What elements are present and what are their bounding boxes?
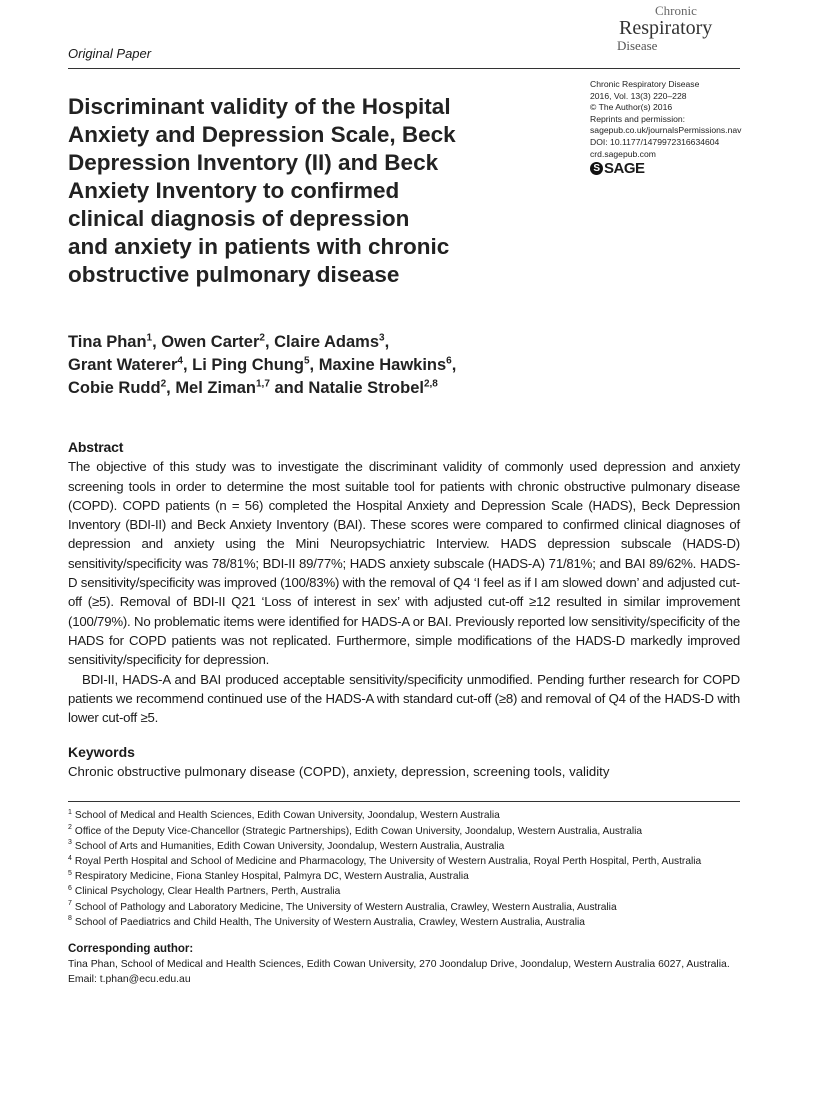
footnote-divider [68,801,740,802]
affiliation-number: 4 [68,854,72,862]
author-separator: , [166,379,176,397]
abstract-paragraph: The objective of this study was to investigate the discriminant validity of commonly used depression and anxiety screening tools in order to determine the most suitable tool for patients with chronic obstructive pulmonary disease (COPD). COPD patients (n = 56) completed the Hospital Anxiety and Depression Scale (HADS), Beck Depression Inventory (BDI-II) and Beck Anxiety Inventory (BAI). These scores were compared to confirmed clinical diagnoses of depression and anxiety using the Mini Neuropsychiatric Interview. HADS depression subscale (HADS-D) sensitivity/specificity was 78/81%; BDI-II 89/77%; HADS anxiety subscale (HADS-A) 71/81%; and BAI 89/62%. HADS-D sensitivity/specificity was improved (100/83%) with the removal of Q4 ‘I feel as if I am slowed down’ and adjusted cut-off (≥5). Removal of BDI-II Q21 ‘Loss of interest in sex’ with adjusted cut-off ≥12 resulted in similar improvement (100/79%). No problematic items were identified for HADS-A or BAI. Previously reported low sensitivity/specificity of the HADS for COPD patients was not replicated. Furthermore, simple modifications of the HADS-D markedly improved sensitivity/specificity for depression. [68,459,740,668]
main-flow [68,331,740,1007]
author-affiliation-mark: 2,8 [423,378,438,390]
affiliation-text: Respiratory Medicine, Fiona Stanley Hospital, Palmyra DC, Western Australia, Australia [74,871,469,883]
affiliations [68,808,740,930]
logo-line: Respiratory [619,16,713,39]
journal-link[interactable]: crd.sagepub.com [590,148,656,159]
title-line: Anxiety and Depression Scale, Beck [68,122,456,147]
affiliation-text: Office of the Deputy Vice-Chancellor (Strategic Partnerships), Edith Cowan University, Joondalup, Western Australia, Australia [74,825,643,837]
journal-logo [615,4,755,52]
corresponding-address: Tina Phan, School of Medical and Health Sciences, Edith Cowan University, 270 Joondalup Drive, Joondalup, Western Australia 6027, Australia. [68,959,730,971]
meta-line: Reprints and permission: [590,113,686,124]
title-line: Discriminant validity of the Hospital [68,94,451,119]
section-label: Original Paper [68,46,152,61]
sage-logo [590,160,645,177]
abstract-paragraph: BDI-II, HADS-A and BAI produced acceptable sensitivity/specificity unmodified. Pending further research for COPD patients we recommend continued use of the HADS-A with standard cut-off (≥8) and removal of Q4 of the HADS-D with lower cut-off ≥5. [68,671,740,726]
author-name: Natalie Strobel [308,379,424,397]
author-separator: , [384,333,390,351]
title-line: clinical diagnosis of depression [68,206,410,231]
abstract-heading: Abstract [68,439,124,455]
corresponding-heading: Corresponding author: [68,943,194,956]
affiliation-number: 6 [68,885,72,893]
corresponding-email[interactable]: Email: t.phan@ecu.edu.au [68,974,191,986]
affiliation-number: 5 [68,869,72,877]
affiliation-text: School of Paediatrics and Child Health, The University of Western Australia, Crawley, Western Australia, Australia [74,916,585,928]
author-name: Cobie Rudd [68,379,161,397]
affiliation-text: School of Medical and Health Sciences, Edith Cowan University, Joondalup, Western Australia [74,810,500,822]
author-affiliation-mark: 6 [446,355,452,367]
author-name: Mel Ziman [175,379,256,397]
header-divider [68,68,740,69]
affiliation-text: School of Pathology and Laboratory Medicine, The University of Western Australia, Crawley, Western Australia, Australia [74,901,617,913]
author-affiliation-mark: 5 [303,355,310,367]
author-name: Li Ping Chung [192,356,304,374]
author-affiliation-mark: 1,7 [256,378,270,390]
author-name: Maxine Hawkins [318,356,447,374]
affiliation-number: 7 [68,900,72,908]
author-name: Claire Adams [274,333,379,351]
keywords [68,743,740,781]
affiliation-text: Royal Perth Hospital and School of Medicine and Pharmacology, The University of Western Australia, Royal Perth Hospital, Perth, Australia [74,856,702,868]
logo-line: Disease [617,37,658,53]
abstract [68,438,740,727]
author-separator: , [264,333,275,351]
author-list [68,331,740,400]
author-separator: , [182,356,193,374]
affiliation-item [68,869,740,884]
meta-line: 2016, Vol. 13(3) 220–228 [590,90,687,101]
corresponding-author [68,942,740,987]
affiliation-item [68,808,740,823]
logo-line: Chronic [655,3,697,18]
author-separator: and [269,379,309,397]
affiliation-item [68,824,740,839]
author-affiliation-mark: 1 [146,332,153,344]
affiliation-number: 2 [68,824,72,832]
keywords-text: Chronic obstructive pulmonary disease (COPD), anxiety, depression, screening tools, validity [68,764,610,780]
affiliation-item [68,915,740,930]
author-separator: , [152,333,162,351]
paper-title [68,93,456,289]
title-line: obstructive pulmonary disease [68,262,400,287]
author-separator: , [451,356,457,374]
author-affiliation-mark: 3 [379,332,385,344]
author-affiliation-mark: 4 [177,355,183,367]
author-name: Tina Phan [68,333,147,351]
affiliation-number: 3 [68,839,72,847]
title-line: Anxiety Inventory to confirmed [68,178,400,203]
permissions-link[interactable]: sagepub.co.uk/journalsPermissions.nav [590,125,742,136]
author-affiliation-mark: 2 [259,332,265,344]
affiliation-item [68,884,740,899]
affiliation-number: 1 [68,809,72,817]
doi-link[interactable]: DOI: 10.1177/1479972316634604 [590,136,720,147]
affiliation-text: Clinical Psychology, Clear Health Partners, Perth, Australia [74,886,341,898]
affiliation-item [68,839,740,854]
author-affiliation-mark: 2 [160,378,167,390]
meta-line: © The Author(s) 2016 [590,102,673,113]
author-name: Grant Waterer [68,356,178,374]
author-name: Owen Carter [161,333,260,351]
affiliation-text: School of Arts and Humanities, Edith Cowan University, Joondalup, Western Australia, Australia [74,840,505,852]
affiliation-item [68,854,740,869]
title-line: and anxiety in patients with chronic [68,234,450,259]
affiliation-item [68,900,740,915]
publisher-name: SAGE [604,160,645,177]
title-line: Depression Inventory (II) and Beck [68,150,439,175]
meta-line: Chronic Respiratory Disease [590,79,700,89]
journal-meta [590,79,741,160]
keywords-heading: Keywords [68,744,135,761]
author-separator: , [309,356,319,374]
sage-mark-icon: S [590,162,603,175]
affiliation-number: 8 [68,915,72,923]
